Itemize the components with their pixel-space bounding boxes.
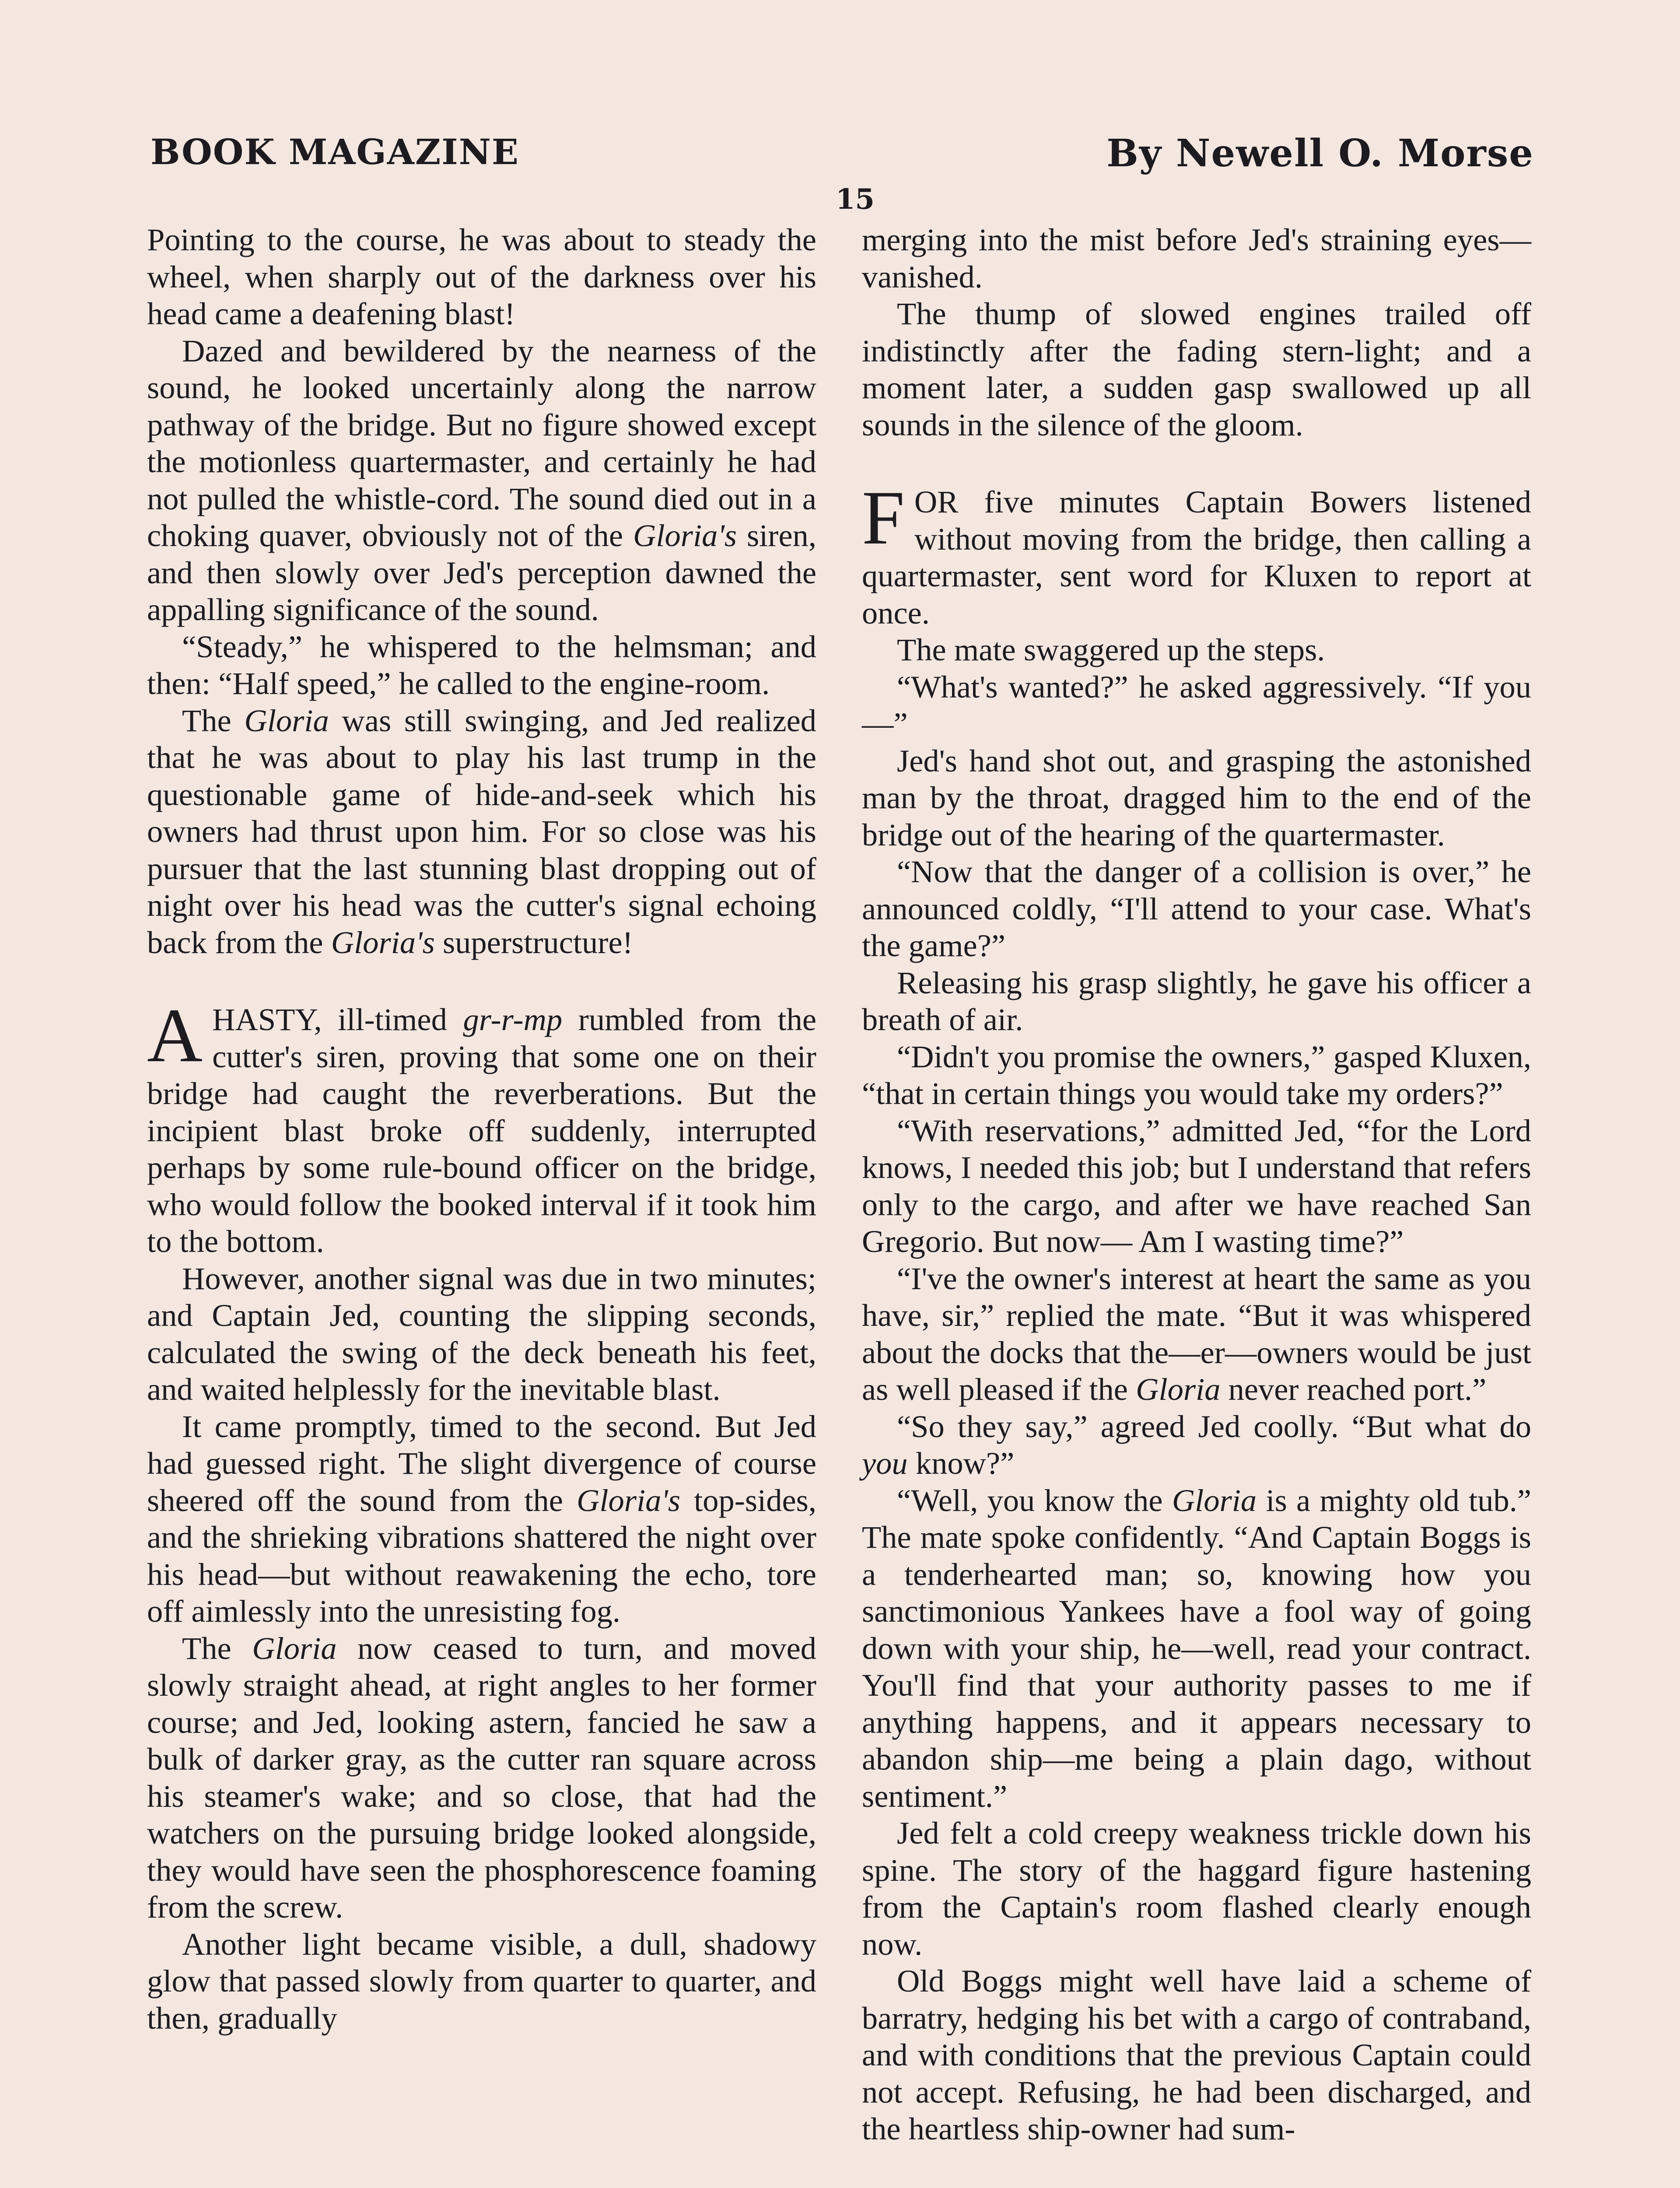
text-run: was still swinging, and Jed realized that he was about to play his last trump in the questionable game of hide-and-seek which his owners had thrust upon him. For so close was his pursuer that the last stunning blast dropping out of night over his head was the cutter's signal echoing back from the — [147, 702, 817, 960]
paragraph: Releasing his grasp slightly, he gave his officer a breath of air. — [862, 964, 1531, 1037]
ship-name: Gloria — [1136, 1371, 1221, 1407]
ship-name: Gloria — [1172, 1482, 1257, 1518]
paragraph: merging into the mist before Jed's straining eyes—vanished. — [862, 222, 1531, 295]
author-byline: By Newell O. Morse — [1106, 131, 1534, 175]
right-column — [862, 221, 1531, 2148]
text-run: Dazed and bewildered by the nearness of the sound, he looked uncertainly along the narrow pathway of the bridge. But no figure showed except the motionless quartermaster, and certainly he had not pulled the whistle-cord. The sound died out in a choking quaver, obviously not of the — [147, 333, 816, 553]
text-run: siren, and then slowly over Jed's perception dawned the appalling significance of the sound. — [147, 518, 817, 627]
paragraph: “Didn't you promise the owners,” gasped Kluxen, “that in certain things you would take my orders?” — [862, 1038, 1531, 1111]
paragraph: However, another signal was due in two minutes; and Captain Jed, counting the slipping seconds, calculated the swing of the deck beneath his feet, and waited helplessly for the inevitable blast. — [147, 1260, 816, 1407]
text-run: know?” — [907, 1445, 1015, 1481]
paragraph: Another light became visible, a dull, shadowy glow that passed slowly from quarter to quarter, and then, gradually — [147, 1926, 816, 2036]
paragraph — [147, 333, 816, 628]
paragraph: Jed felt a cold creepy weakness trickle down his spine. The story of the haggard figure hastening from the Captain's room flashed clearly enough now. — [862, 1815, 1531, 1962]
ship-name: Gloria's — [576, 1482, 681, 1518]
text-run: HASTY, ill-timed — [212, 1002, 463, 1037]
ship-name: Gloria — [252, 1630, 337, 1666]
text-run: The — [182, 1630, 252, 1666]
paragraph — [862, 1482, 1531, 1815]
paragraph — [147, 702, 816, 961]
paragraph: Old Boggs might well have laid a scheme of barratry, hedging his bet with a cargo of contraband, and with conditions that the previous Captain could not accept. Refusing, he had been discharged, and the heartless ship-owner had sum- — [862, 1963, 1531, 2146]
paragraph — [147, 1408, 816, 1630]
text-run: now ceased to turn, and moved slowly straight ahead, at right angles to her former course; and Jed, looking astern, fancied he saw a bulk of darker gray, as the cutter ran square across his steamer's wake; and so close, that had the watchers on the pursuing bridge looked alongside, they would have seen the phosphorescence foaming from the screw. — [147, 1630, 817, 1925]
paragraph: The mate swaggered up the steps. — [897, 632, 1325, 667]
page-number: 15 — [836, 183, 875, 216]
paragraph: The thump of slowed engines trailed off indistinctly after the fading stern-light; and a moment later, a sudden gasp swallowed up all sounds in the silence of the gloom. — [862, 296, 1531, 442]
text-run: is a mighty old tub.” The mate spoke confidently. “And Captain Boggs is a tenderhearted man; so, knowing how you sanctimonious Yankees have a fool way of going down with your ship, he—well, read your contract. You'll find that your authority passes to me if anything happens, and it appears necessary to abandon ship—me being a plain dago, without sentiment.” — [862, 1482, 1531, 1814]
paragraph — [862, 1260, 1531, 1408]
section-paragraph — [147, 993, 816, 1260]
text-run: It came promptly, timed to the second. But Jed had guessed right. The slight divergence of course sheered off the sound from the — [147, 1408, 816, 1518]
paragraph — [147, 1630, 816, 1926]
paragraph: “With reservations,” admitted Jed, “for the Lord knows, I needed this job; but I understand that refers only to the cargo, and after we have reached San Gregorio. But now— Am I wasting time?” — [862, 1112, 1531, 1259]
text-run: The — [182, 702, 245, 738]
text-run: superstructure! — [434, 924, 633, 960]
drop-cap: F — [862, 475, 905, 561]
text-run: OR five minutes Captain Bowers listened without moving from the bridge, then calling a quartermaster, sent word for Kluxen to report at once. — [862, 484, 1531, 631]
drop-cap: A — [147, 993, 203, 1078]
emphasis: you — [862, 1445, 908, 1481]
text-run: rumbled from the cutter's siren, proving that some one on their bridge had caught the reverberations. But the incipient blast broke off suddenly, interrupted perhaps by some rule-bound officer on the bridge, who would follow the booked interval if it took him to the bottom. — [147, 1002, 816, 1259]
paragraph: “Steady,” he whispered to the helmsman; and then: “Half speed,” he called to the engine-room. — [147, 628, 816, 701]
ship-name: Gloria — [244, 702, 329, 738]
paragraph: “Now that the danger of a collision is over,” he announced coldly, “I'll attend to your case. What's the game?” — [862, 854, 1531, 963]
section-paragraph — [862, 475, 1531, 631]
paragraph — [862, 1408, 1531, 1482]
left-column — [147, 221, 816, 2037]
ship-name: Gloria's — [633, 518, 737, 553]
text-run: “I've the owner's interest at heart the same as you have, sir,” replied the mate. “But it was whispered about the docks that the—er—owners would be just as well pleased if the — [862, 1260, 1531, 1407]
text-run: “So they say,” agreed Jed coolly. “But what do — [897, 1408, 1531, 1444]
text-run: top-sides, and the shrieking vibrations shattered the night over his head—but without reawakening the echo, tore off aimlessly into the unresisting fog. — [147, 1482, 816, 1629]
text-run: never reached port.” — [1220, 1371, 1487, 1407]
paragraph: Jed's hand shot out, and grasping the astonished man by the throat, dragged him to the end of the bridge out of the hearing of the quartermaster. — [862, 743, 1531, 852]
sound-word: gr-r-mp — [463, 1002, 563, 1037]
text-run: “Well, you know the — [897, 1482, 1172, 1518]
magazine-title: BOOK MAGAZINE — [150, 131, 519, 172]
paragraph: “What's wanted?” he asked aggressively. “If you—” — [862, 669, 1531, 741]
ship-name: Gloria's — [331, 924, 435, 960]
paragraph: Pointing to the course, he was about to steady the wheel, when sharply out of the darkness over his head came a deafening blast! — [147, 222, 816, 331]
